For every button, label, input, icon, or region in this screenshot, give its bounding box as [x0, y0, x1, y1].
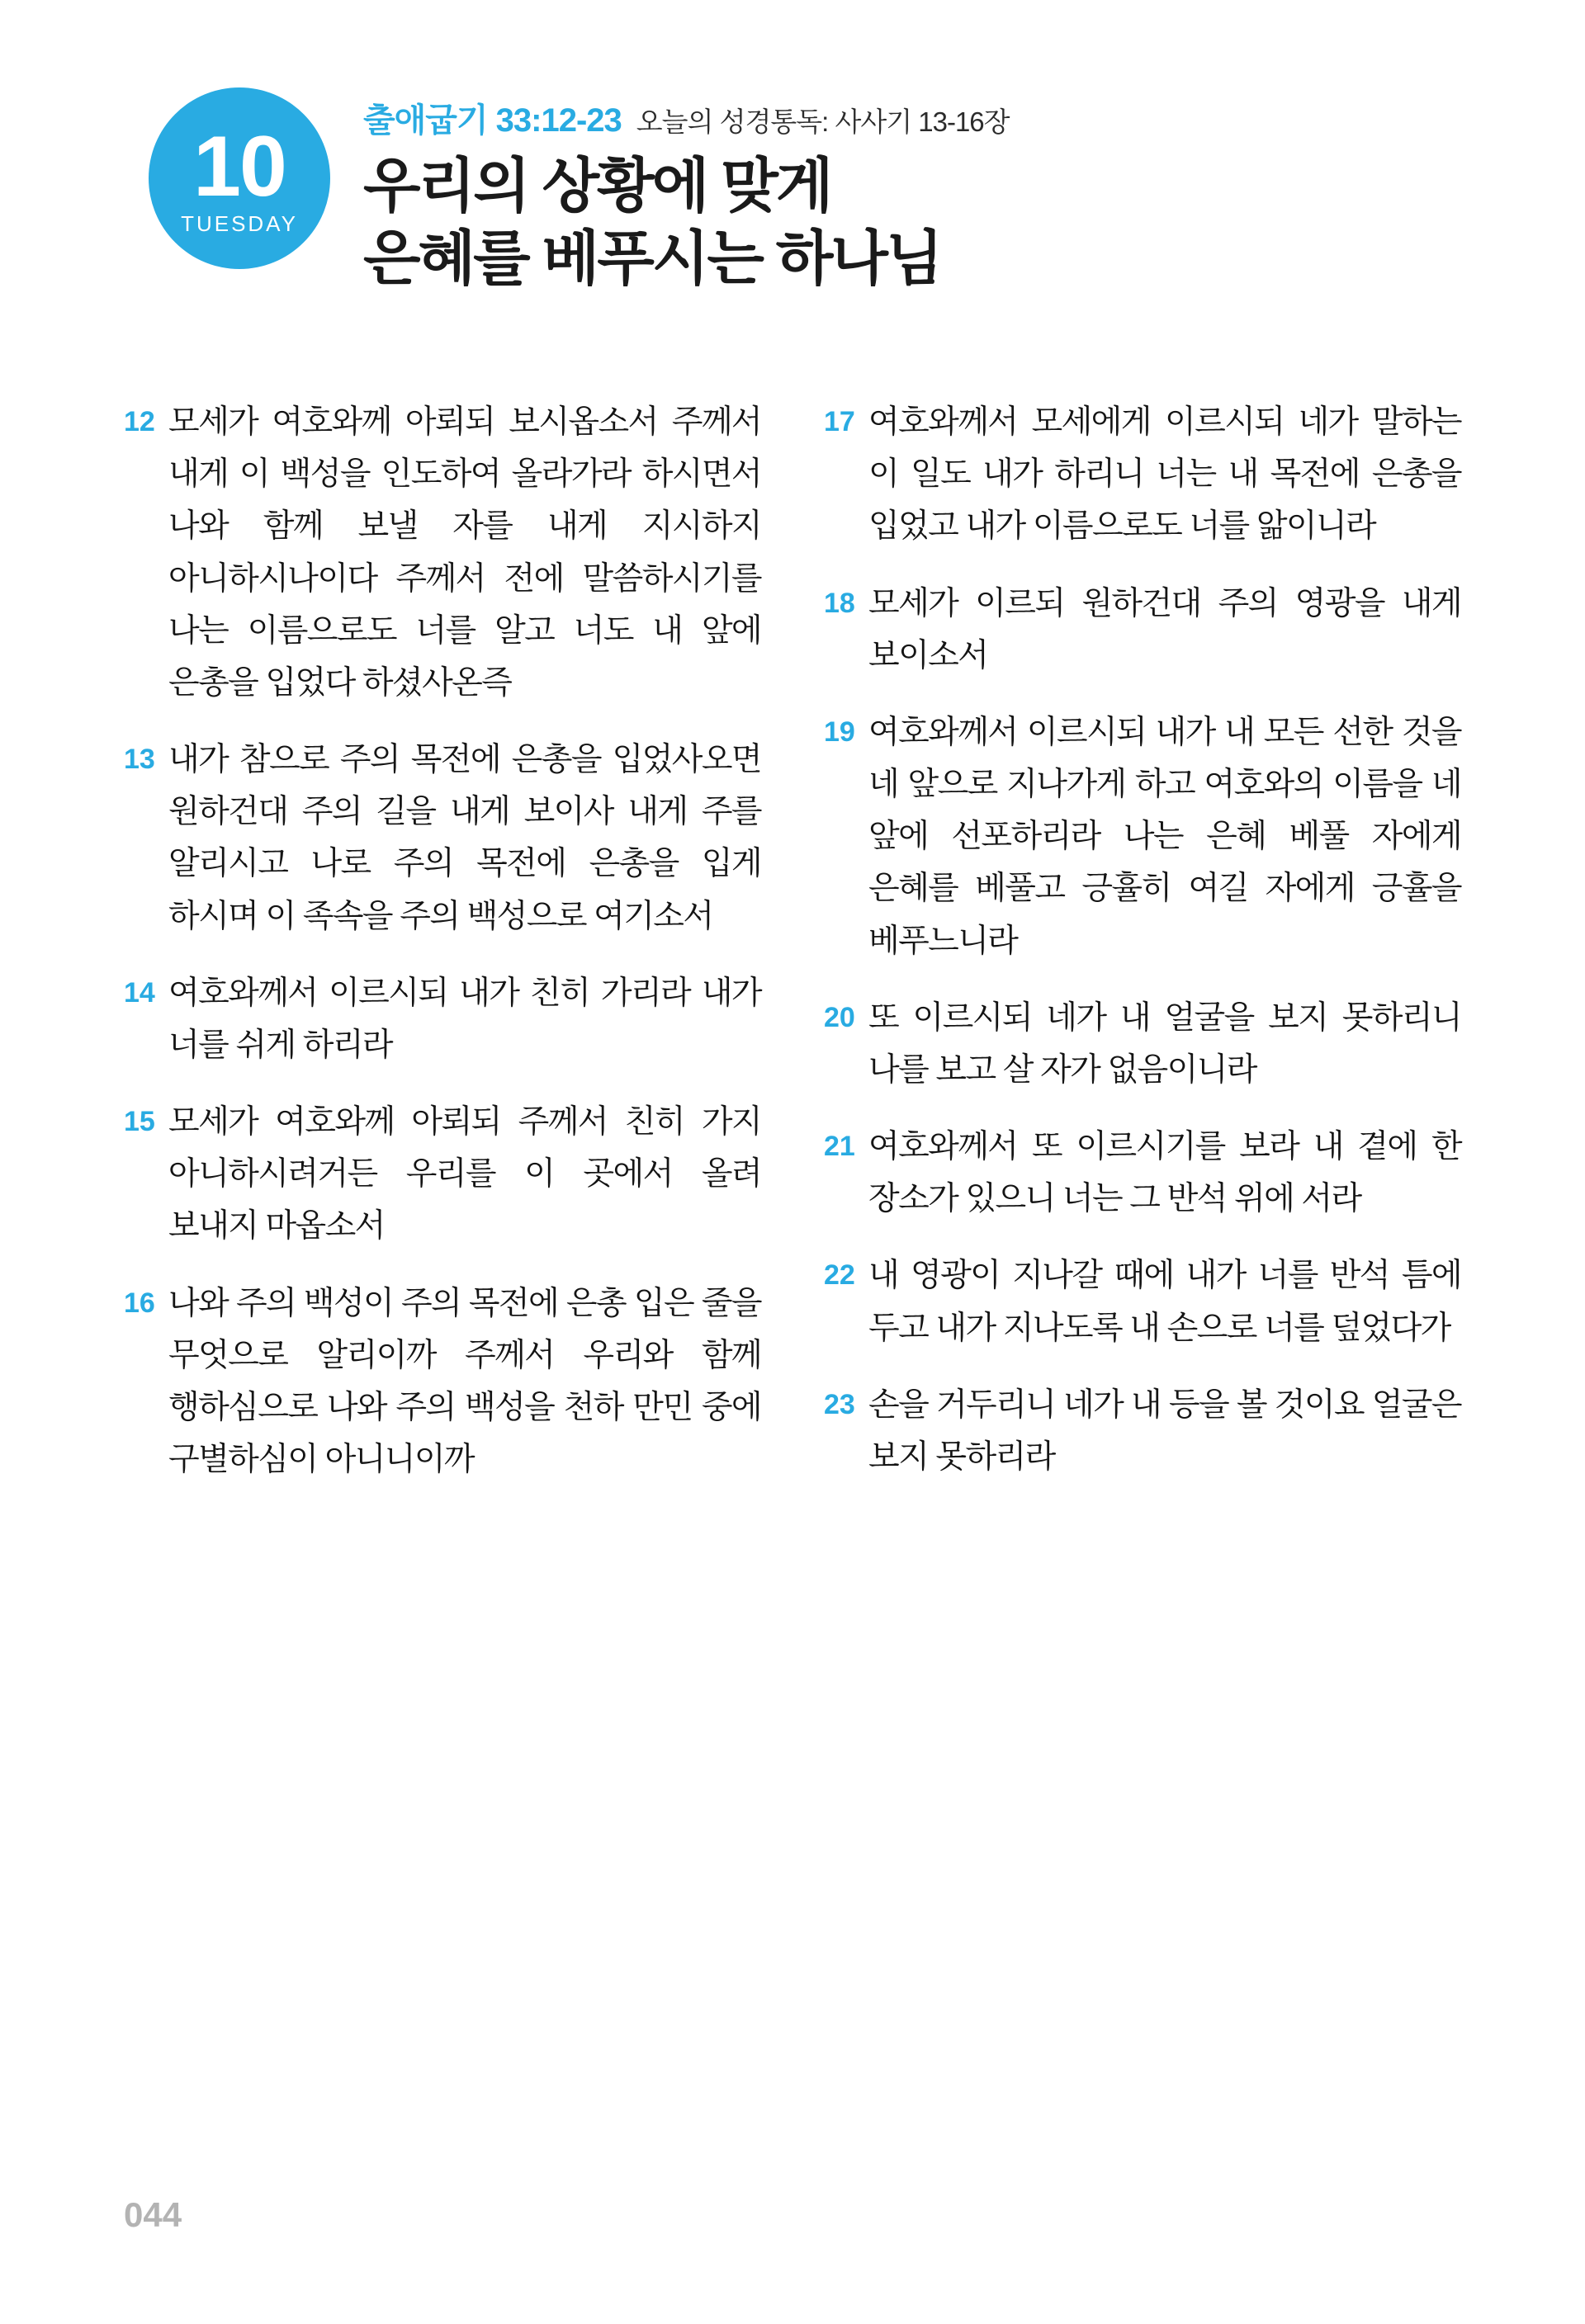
verse-text: 나와 주의 백성이 주의 목전에 은총 입은 줄을 무엇으로 알리이까 주께서 우리와 함께 행하심으로 나와 주의 백성을 천하 만민 중에 구별하심이 아니니이까 [168, 1285, 761, 1478]
page-header [124, 79, 1461, 327]
verse-number: 14 [124, 976, 155, 1008]
verse-number: 18 [824, 587, 855, 619]
verse-item [124, 396, 761, 709]
date-badge [149, 87, 330, 269]
verse-text: 여호와께서 이르시되 내가 친히 가리라 내가 너를 쉬게 하리라 [168, 975, 761, 1063]
verse-text: 또 이르시되 네가 내 얼굴을 보지 못하리니 나를 보고 살 자가 없음이니라 [868, 999, 1461, 1088]
verse-number: 20 [824, 1001, 855, 1033]
column-left [124, 396, 761, 1510]
verse-number: 13 [124, 744, 155, 776]
verse-item [824, 1121, 1461, 1225]
verse-number: 17 [824, 406, 855, 437]
verse-number: 19 [824, 716, 855, 748]
verse-text: 모세가 이르되 원하건대 주의 영광을 내게 보이소서 [868, 585, 1461, 673]
verse-item [124, 1096, 761, 1253]
date-badge-day: 10 [193, 118, 286, 215]
verse-item [824, 578, 1461, 682]
scripture-reference-line [363, 94, 1461, 141]
verse-number: 16 [124, 1287, 155, 1319]
verse-item [124, 1278, 761, 1486]
page-number: 044 [124, 2195, 182, 2234]
verse-number: 21 [824, 1131, 855, 1163]
verse-text: 내 영광이 지나갈 때에 내가 너를 반석 틈에 두고 내가 지나도록 내 손으로 너를 덮었다가 [868, 1258, 1461, 1346]
verse-text: 손을 거두리니 네가 내 등을 볼 것이요 얼굴은 보지 못하리라 [868, 1386, 1461, 1475]
column-right [824, 396, 1461, 1510]
verse-text: 여호와께서 또 이르시기를 보라 내 곁에 한 장소가 있으니 너는 그 반석 위에 서라 [868, 1129, 1461, 1217]
verse-item [824, 1249, 1461, 1353]
verse-item [824, 992, 1461, 1096]
scripture-reference: 출애굽기 33:12-23 [363, 102, 622, 139]
verse-text: 모세가 여호와께 아뢰되 보시옵소서 주께서 내게 이 백성을 인도하여 올라가라 하시면서 나와 함께 보낼 자를 내게 지시하지 아니하시나이다 주께서 전에 말씀하시기를 나는 이름으로도 너를 알고 너도 내 앞에 은총을 입었다 하셨사온즉 [168, 404, 761, 701]
verse-text: 여호와께서 모세에게 이르시되 네가 말하는 이 일도 내가 하리니 너는 내 목전에 은총을 입었고 내가 이름으로도 너를 앎이니라 [868, 404, 1461, 545]
scripture-columns [124, 396, 1461, 1510]
verse-item [824, 396, 1461, 553]
date-badge-weekday: TUESDAY [181, 211, 298, 237]
page-title-line-1: 우리의 상황에 맞게 [363, 154, 831, 220]
verse-item [824, 706, 1461, 967]
reading-plan: 오늘의 성경통독: 사사기 13-16장 [636, 106, 1010, 137]
verse-number: 23 [824, 1388, 855, 1420]
page-title [363, 151, 1461, 296]
verse-text: 내가 참으로 주의 목전에 은총을 입었사오면 원하건대 주의 길을 내게 보이사 내게 주를 알리시고 나로 주의 목전에 은총을 입게 하시며 이 족속을 주의 백성으로 여기소서 [168, 742, 761, 934]
verse-text: 여호와께서 이르시되 내가 내 모든 선한 것을 네 앞으로 지나가게 하고 여호와의 이름을 네 앞에 선포하리라 나는 은혜 베풀 자에게 은혜를 베풀고 긍휼히 여길 자에게 긍휼을 베푸느니라 [868, 714, 1461, 959]
verse-number: 12 [124, 406, 155, 437]
verse-item [824, 1379, 1461, 1483]
verse-number: 15 [124, 1106, 155, 1138]
verse-number: 22 [824, 1259, 855, 1292]
verse-text: 모세가 여호와께 아뢰되 주께서 친히 가지 아니하시려거든 우리를 이 곳에서 올려 보내지 마옵소서 [168, 1104, 761, 1245]
page-title-line-2: 은혜를 베푸시는 하나님 [363, 225, 941, 292]
header-text-block [363, 94, 1461, 296]
verse-item [124, 967, 761, 1071]
verse-item [124, 734, 761, 942]
